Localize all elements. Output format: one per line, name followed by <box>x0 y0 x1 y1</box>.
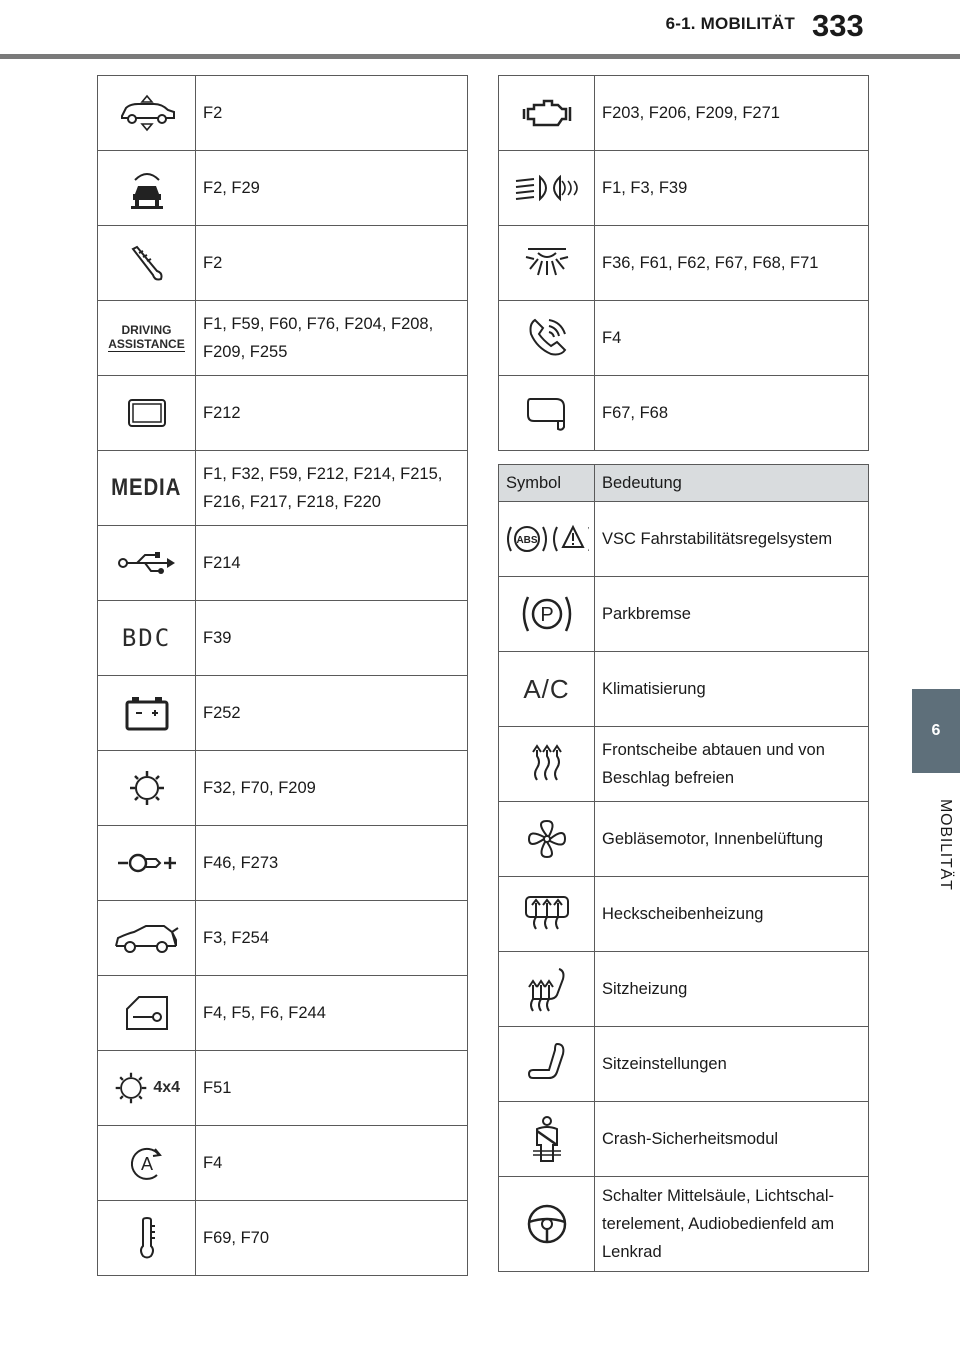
table-row <box>98 526 468 601</box>
row-reference: F51 <box>196 1051 468 1126</box>
display-screen-icon <box>98 376 196 451</box>
row-meaning: Gebläsemotor, Innenbelüftung <box>595 802 869 877</box>
row-reference: F2 <box>196 76 468 151</box>
row-reference: F252 <box>196 676 468 751</box>
chapter-label: MOBILITÄT <box>937 799 954 891</box>
row-meaning: Sitzeinstellungen <box>595 1027 869 1102</box>
table-row <box>499 802 869 877</box>
seat-heating-icon <box>499 952 595 1027</box>
right-symbol-table-bottom <box>498 464 869 1272</box>
usb-icon <box>98 526 196 601</box>
phone-icon <box>499 301 595 376</box>
parking-brake-icon <box>499 577 595 652</box>
table-row <box>98 1126 468 1201</box>
wrench-icon <box>98 226 196 301</box>
table-row <box>98 151 468 226</box>
gear-4x4-icon <box>98 1051 196 1126</box>
door-key-icon <box>98 976 196 1051</box>
row-reference: F46, F273 <box>196 826 468 901</box>
headlight-fog-icon <box>499 151 595 226</box>
car-on-lift-icon <box>98 151 196 226</box>
table-row <box>98 976 468 1051</box>
table-row <box>499 577 869 652</box>
seat-adjust-icon <box>499 1027 595 1102</box>
row-reference: F203, F206, F209, F271 <box>595 76 869 151</box>
driving-assistance-icon: DRIVING ASSISTANCE <box>98 301 196 376</box>
row-reference: F2, F29 <box>196 151 468 226</box>
chapter-tab[interactable]: 6 <box>912 689 960 773</box>
mirror-icon <box>499 376 595 451</box>
table-row <box>499 952 869 1027</box>
row-reference: F1, F32, F59, F212, F214, F215, F216, F217, F218, F220 <box>196 451 468 526</box>
table-row <box>499 877 869 952</box>
car-trunk-open-icon <box>98 901 196 976</box>
key-icon <box>98 826 196 901</box>
row-meaning: Sitzheizung <box>595 952 869 1027</box>
row-reference: F67, F68 <box>595 376 869 451</box>
row-meaning: VSC Fahrstabilitätsregelsystem <box>595 502 869 577</box>
section-title: 6-1. MOBILITÄT <box>665 14 795 33</box>
engine-icon <box>499 76 595 151</box>
defrost-windshield-icon <box>499 727 595 802</box>
table-row <box>98 451 468 526</box>
table-row <box>499 1102 869 1177</box>
interior-light-icon <box>499 226 595 301</box>
row-reference: F4, F5, F6, F244 <box>196 976 468 1051</box>
table-row <box>499 652 869 727</box>
table-row <box>499 76 869 151</box>
abs-vsc-warning-icon <box>499 502 595 577</box>
ac-label: A/C <box>523 673 570 704</box>
row-reference: F39 <box>196 601 468 676</box>
fan-icon <box>499 802 595 877</box>
abs-label: ABS <box>515 535 538 546</box>
table-row <box>499 1177 869 1272</box>
auto-stop-start-icon <box>98 1126 196 1201</box>
table-row <box>98 376 468 451</box>
table-row <box>98 1051 468 1126</box>
battery-icon <box>98 676 196 751</box>
thermometer-icon <box>98 1201 196 1276</box>
4x4-label: 4x4 <box>153 1079 181 1097</box>
row-meaning: Heckscheibenheizung <box>595 877 869 952</box>
table-row <box>499 727 869 802</box>
table-row <box>98 1201 468 1276</box>
table-row <box>98 301 468 376</box>
row-reference: F4 <box>196 1126 468 1201</box>
row-reference: F36, F61, F62, F67, F68, F71 <box>595 226 869 301</box>
parking-letter: P <box>539 604 554 626</box>
table-row <box>499 301 869 376</box>
table-row <box>98 601 468 676</box>
table-row <box>98 76 468 151</box>
table-row <box>98 676 468 751</box>
gear-icon <box>98 751 196 826</box>
media-icon: MEDIA <box>98 451 196 526</box>
table-row <box>98 826 468 901</box>
table-row <box>499 376 869 451</box>
table-row <box>98 226 468 301</box>
row-reference: F4 <box>595 301 869 376</box>
row-meaning: Parkbremse <box>595 577 869 652</box>
auto-letter: A <box>140 1154 153 1174</box>
page-number: 333 <box>812 8 864 43</box>
header-symbol: Symbol <box>499 465 595 502</box>
row-reference: F3, F254 <box>196 901 468 976</box>
ac-icon <box>499 652 595 727</box>
car-height-arrows-icon <box>98 76 196 151</box>
row-meaning: Klimatisierung <box>595 652 869 727</box>
table-header-row <box>499 465 869 502</box>
table-row <box>98 901 468 976</box>
table-row <box>499 151 869 226</box>
row-reference: F69, F70 <box>196 1201 468 1276</box>
table-row <box>499 1027 869 1102</box>
row-reference: F212 <box>196 376 468 451</box>
row-meaning: Crash-Sicherheitsmodul <box>595 1102 869 1177</box>
row-reference: F1, F59, F60, F76, F204, F208, F209, F255 <box>196 301 468 376</box>
header-meaning: Bedeutung <box>595 465 869 502</box>
bdc-icon: BDC <box>98 601 196 676</box>
rear-defrost-icon <box>499 877 595 952</box>
steering-wheel-icon <box>499 1177 595 1272</box>
table-row <box>98 751 468 826</box>
header-divider <box>0 54 960 59</box>
row-reference: F1, F3, F39 <box>595 151 869 226</box>
left-symbol-table <box>97 75 468 1276</box>
row-reference: F32, F70, F209 <box>196 751 468 826</box>
row-reference: F2 <box>196 226 468 301</box>
row-meaning: Schalter Mittelsäule, Lichtschal-terelement, Audiobedienfeld am Lenkrad <box>595 1177 869 1272</box>
right-symbol-table-top <box>498 75 869 451</box>
row-meaning: Frontscheibe abtauen und von Beschlag befreien <box>595 727 869 802</box>
table-row <box>499 502 869 577</box>
table-row <box>499 226 869 301</box>
row-reference: F214 <box>196 526 468 601</box>
airbag-seatbelt-icon <box>499 1102 595 1177</box>
